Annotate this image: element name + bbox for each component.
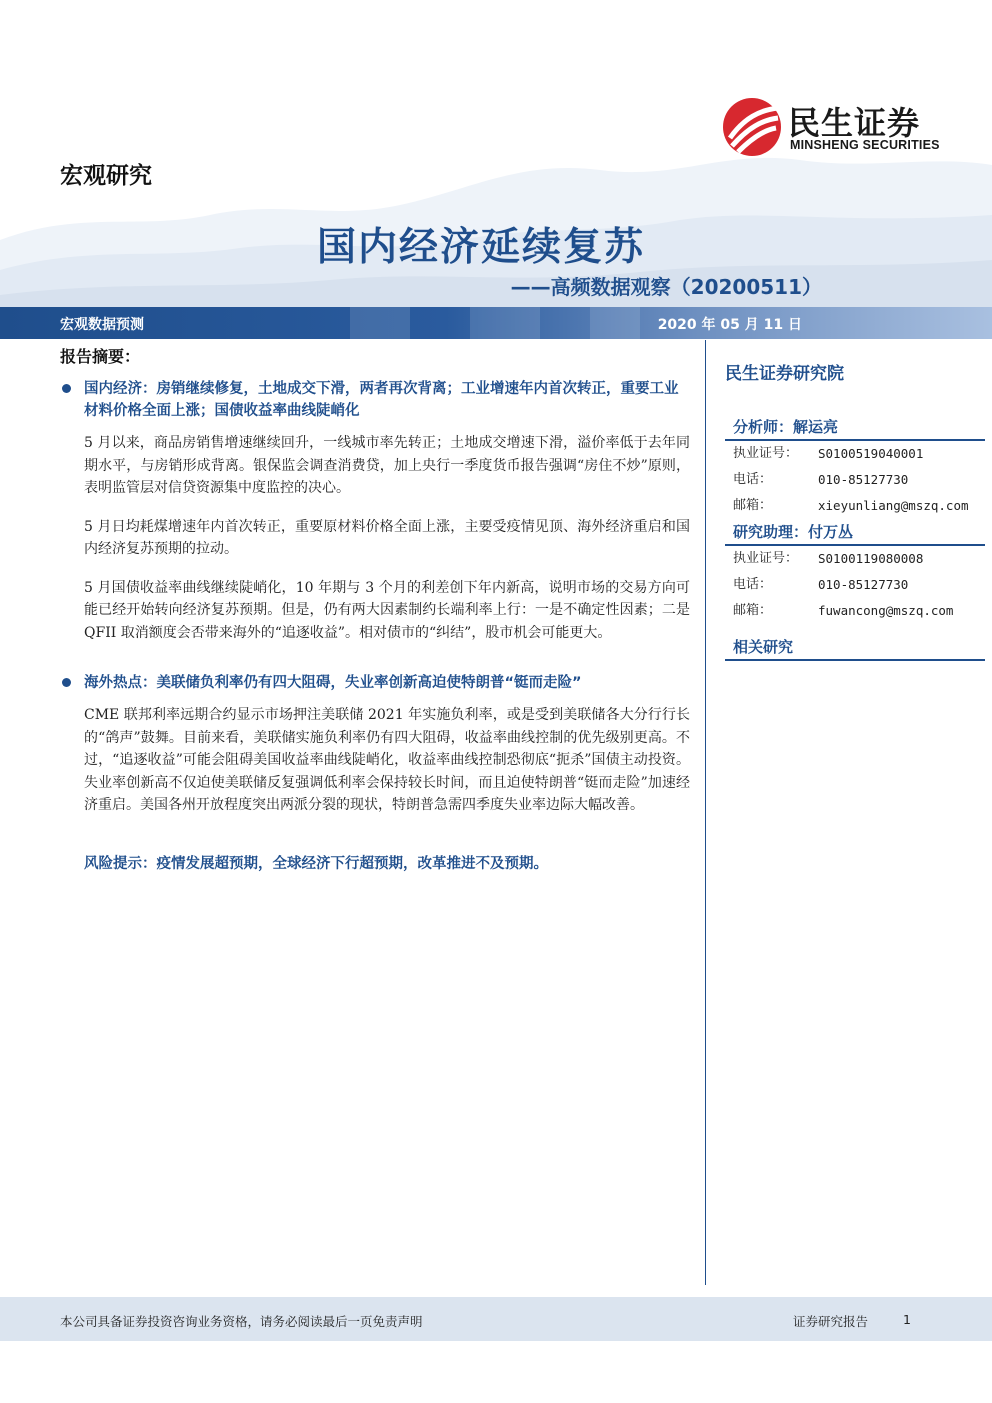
banner-stripe: [470, 307, 540, 339]
label: 电话：: [733, 472, 773, 487]
column-divider: [705, 340, 706, 1285]
sidebar: [725, 355, 985, 661]
footer-disclaimer: 本公司具备证券投资咨询业务资格，请务必阅读最后一页免责声明: [60, 1314, 423, 1329]
summary-heading: 报告摘要：: [60, 347, 141, 366]
assistant-email-link[interactable]: fuwancong@mszq.com: [818, 603, 954, 618]
banner-category: 宏观数据预测: [60, 317, 144, 333]
paragraph: 5 月国债收益率曲线继续陡峭化，10 年期与 3 个月的利差创下年内新高，说明市场的交易方向可能已经开始转向经济复苏预期。但是，仍有两大因素制约长端利率上行：一是不确定性因素；二是 QFII 取消额度会否带来海外的“追逐收益”。相对债市的“纠结”，股市机会可能更大。: [84, 579, 690, 641]
paragraph: CME 联邦利率远期合约显示市场押注美联储 2021 年实施负利率，或是受到美联储各大分行行长的“鸽声”鼓舞。目前来看，美联储实施负利率仍有四大阻碍，收益率曲线控制的优先级别更高。不过，“追逐收益”可能会阻碍美国收益率曲线陡峭化，收益率曲线控制恐彻底“扼杀”国债主动投资。失业率创新高不仅迫使美联储反复强调低利率会保持较长时间，而且迫使特朗普“铤而走险”加速经济重启。美国各州开放程度突出两派分裂的现状，特朗普急需四季度失业率边际大幅改善。: [84, 707, 690, 813]
report-subtitle: ——高频数据观察（20200511）: [510, 275, 822, 299]
institute-name: 民生证券研究院: [725, 364, 844, 384]
analyst-phone-row: [725, 467, 985, 493]
assistant-email-row: [725, 598, 985, 624]
assistant-phone-row: [725, 572, 985, 598]
label: 执业证号：: [733, 551, 799, 566]
banner-stripe: [590, 307, 640, 339]
paragraph: 5 月以来，商品房销售增速继续回升，一线城市率先转正；土地成交增速下滑，溢价率低于去年同期水平，与房销形成背离。银保监会调查消费贷，加上央行一季度货币报告强调“房住不炒”原则，表明监管层对信贷资源集中度监控的决心。: [84, 435, 690, 496]
assistant-license: S0100119080008: [818, 551, 924, 566]
analyst-license: S0100519040001: [818, 446, 924, 461]
footer: [0, 1297, 992, 1341]
bullet-domestic-title: 国内经济：房销继续修复，土地成交下滑，两者再次背离；工业增速年内首次转正，重要工业材料价格全面上涨；国债收益率曲线陡峭化: [84, 381, 679, 419]
summary-body: [60, 378, 690, 875]
analyst-phone: 010-85127730: [818, 472, 909, 487]
logo-name-cn: 民生证券: [788, 104, 921, 142]
bullet-overseas: [60, 672, 690, 694]
bullet-domestic: [60, 378, 690, 422]
bullet-dot-icon: [62, 384, 71, 393]
analyst-email-link[interactable]: xieyunliang@mszq.com: [818, 498, 969, 513]
page-number: 1: [903, 1312, 911, 1327]
report-title-text: 国内经济延续复苏: [316, 225, 645, 270]
assistant-heading: 研究助理：付万丛: [725, 521, 985, 546]
analyst-heading: 分析师：解运亮: [725, 416, 985, 441]
label: 电话：: [733, 577, 773, 592]
logo-name-en: MINSHENG SECURITIES: [790, 138, 940, 152]
paragraph: 5 月日均耗煤增速年内首次转正，重要原材料价格全面上涨，主要受疫情见顶、海外经济重启和国内经济复苏预期的拉动。: [84, 518, 690, 557]
footer-doc-type: 证券研究报告: [793, 1314, 869, 1329]
assistant-license-row: [725, 546, 985, 572]
risk-warning: 风险提示：疫情发展超预期，全球经济下行超预期，改革推进不及预期。: [84, 855, 548, 872]
report-date: 2020 年 05 月 11 日: [657, 317, 802, 333]
report-title: [0, 216, 992, 272]
analyst-license-row: [725, 441, 985, 467]
related-research-heading: 相关研究: [725, 636, 985, 661]
analyst-email-row: [725, 493, 985, 519]
section-label: 宏观研究: [60, 163, 152, 189]
banner-stripe: [350, 307, 410, 339]
assistant-phone: 010-85127730: [818, 577, 909, 592]
bullet-overseas-title: 海外热点：美联储负利率仍有四大阻碍，失业率创新高迫使特朗普“铤而走险”: [84, 675, 582, 691]
label: 邮箱：: [733, 603, 773, 618]
label: 邮箱：: [733, 498, 773, 513]
label: 执业证号：: [733, 446, 799, 461]
category-banner: [0, 307, 992, 339]
bullet-dot-icon: [62, 678, 71, 687]
